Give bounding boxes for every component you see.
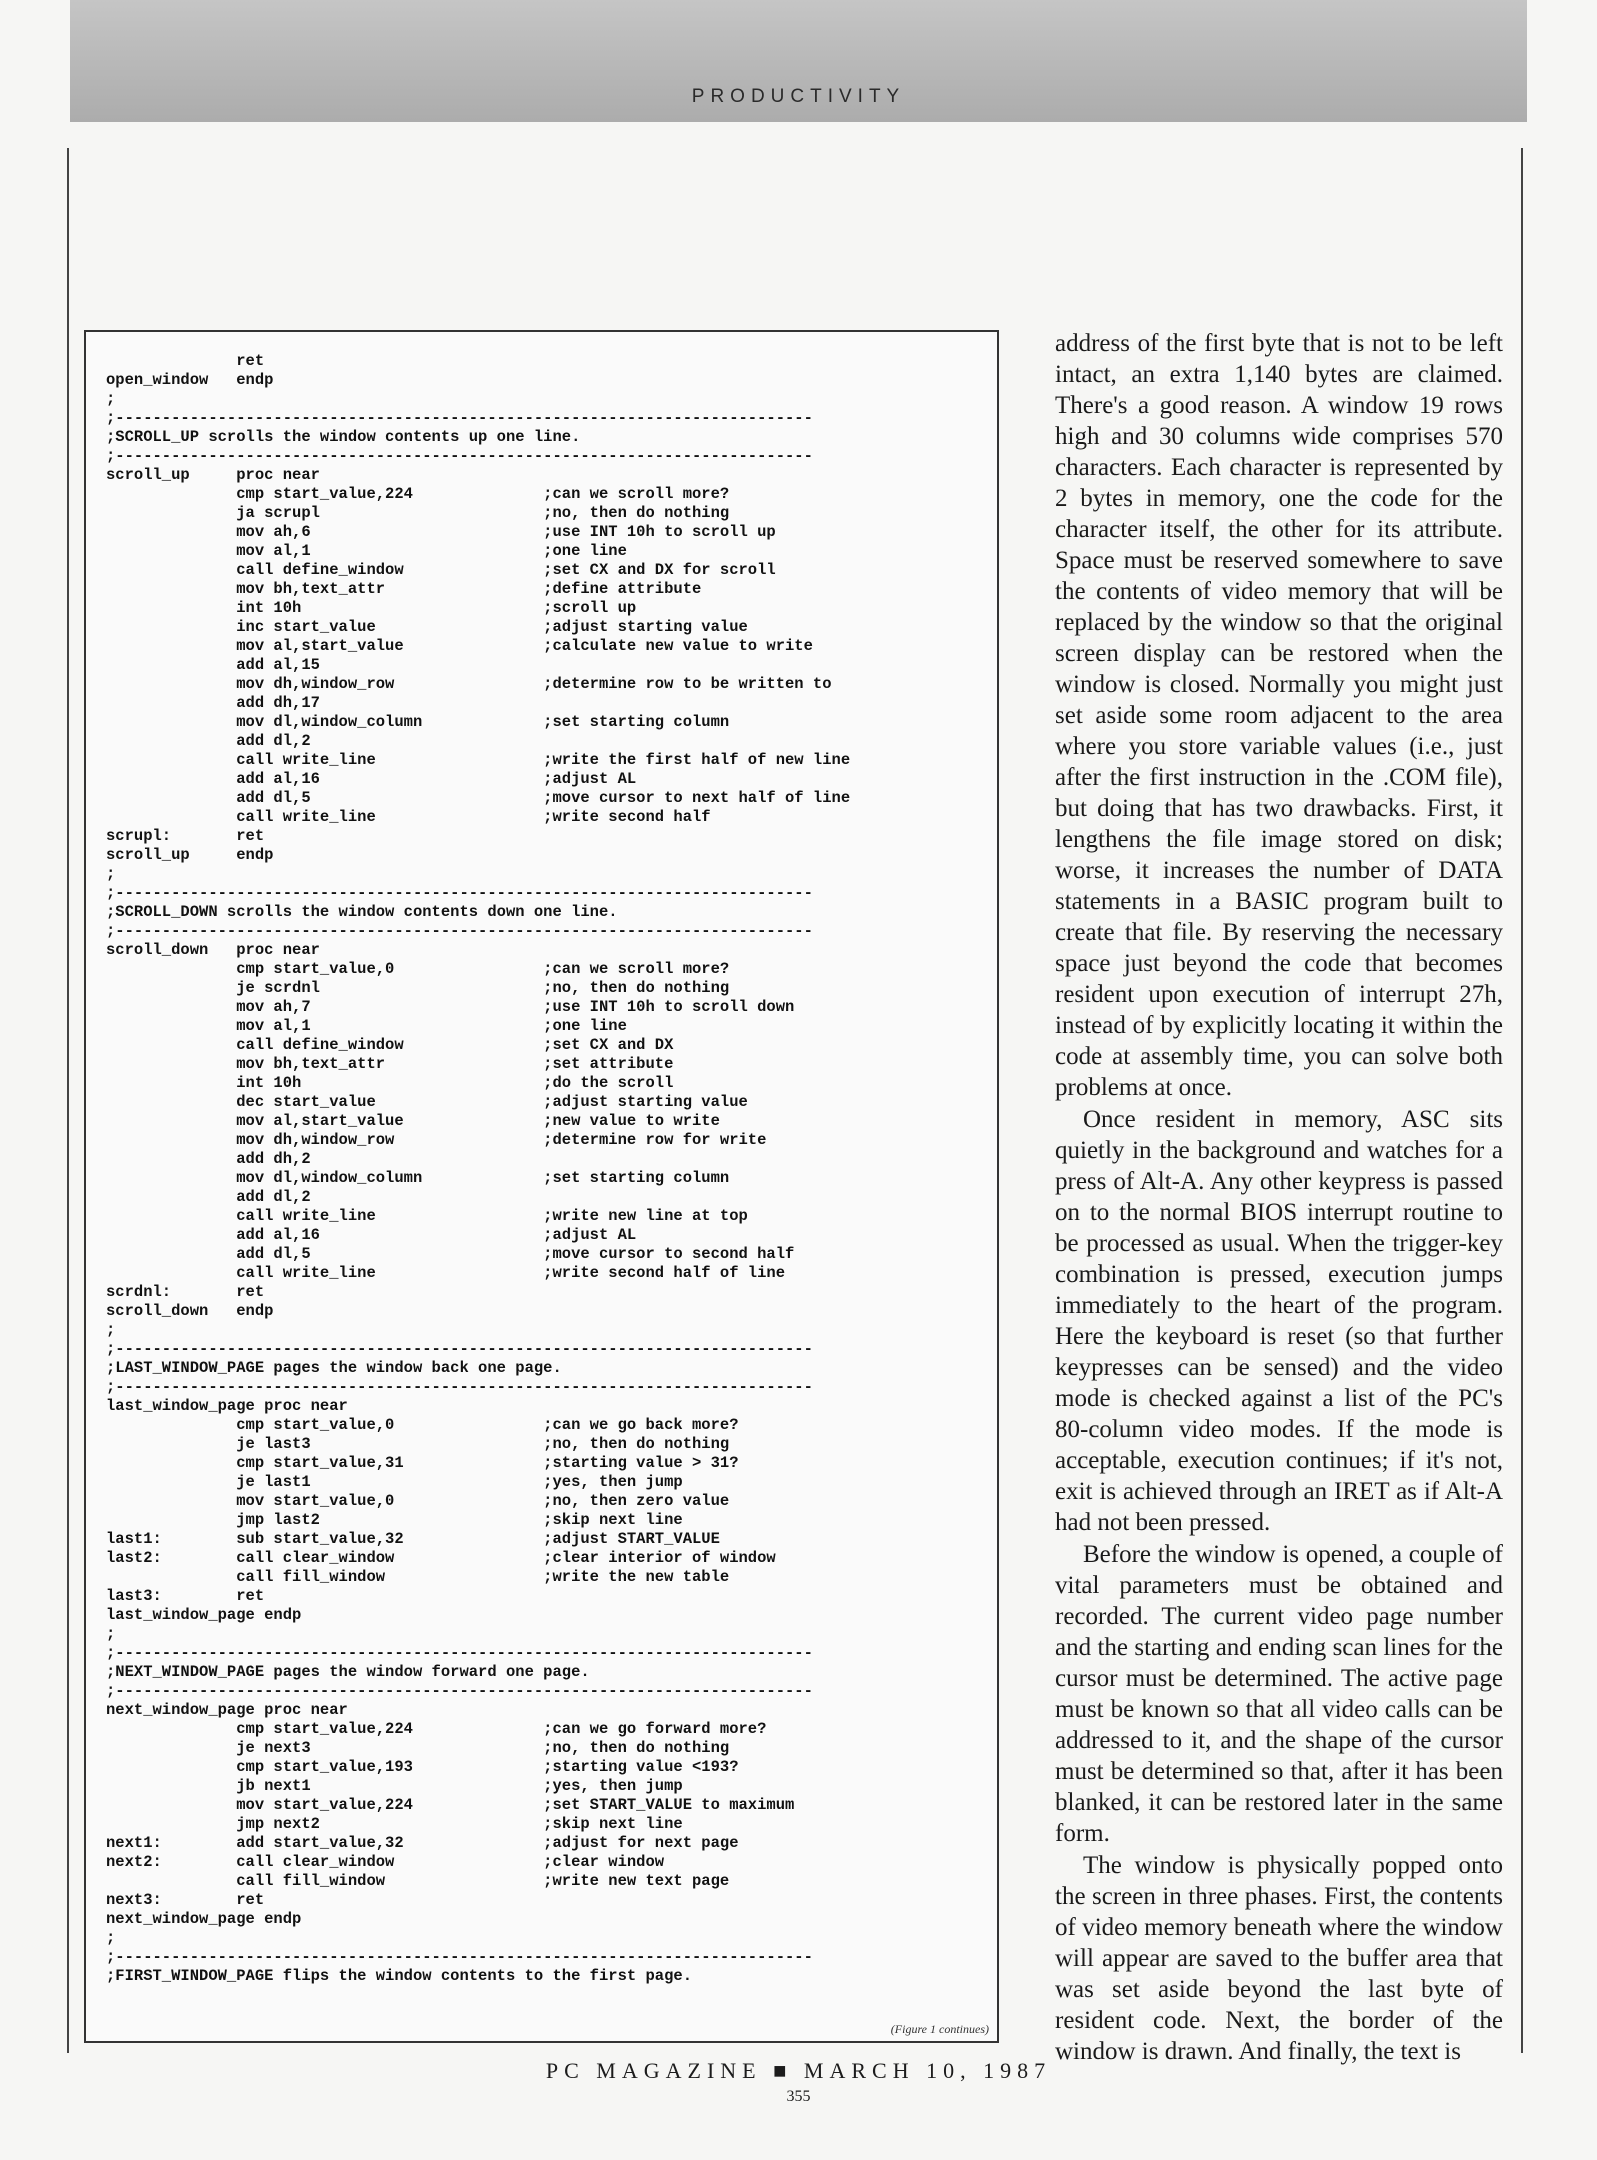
- article-paragraph-1: address of the first byte that is not to be left intact, an extra 1,140 bytes are claimed. There's a good reason. A window 19 rows high and 30 columns wide comprises 570 characters. Each character is represented by 2 bytes in memory, one the code for the character itself, the other for its attribute. Space must be reserved somewhere to save the contents of video memory that will be replaced by the window so that the original screen display can be restored when the window is closed. Normally you might just set aside some room adjacent to the area where you store variable values (i.e., just after the first instruction in the .COM file), but doing that has two drawbacks. First, it lengthens the file image stored on disk; worse, it increases the number of DATA statements in a BASIC program built to create that file. By reserving the necessary space just beyond the code that becomes resident upon execution of interrupt 27h, instead of by explicitly locating it within the code at assembly time, you can solve both problems at once.: [1055, 330, 1503, 1101]
- article-paragraph-2: Once resident in memory, ASC sits quietly in the background and watches for a press of Alt-A. Any other keypress is passed on to the normal BIOS interrupt routine to be processed as usual. When the trigger-key combination is pressed, execution jumps immediately to the heart of the program. Here the keyboard is reset (so that further keypresses can be sensed) and the video mode is checked against a list of the PC's 80-column video modes. If the mode is acceptable, execution continues; if it's not, exit is achieved through an IRET as if Alt-A had not been pressed.: [1055, 1106, 1503, 1536]
- page-number: 355: [786, 2088, 811, 2105]
- figure-caption: (Figure 1 continues): [890, 2022, 989, 2036]
- article-paragraph-4: The window is physically popped onto the screen in three phases. First, the contents of video memory beneath where the window will appear are saved to the buffer area that was set aside beyond the last byte of resident code. Next, the border of the window is drawn. And finally, the text is: [1055, 1852, 1503, 2065]
- magazine-footer: PC MAGAZINE ■ MARCH 10, 1987: [545, 2058, 1052, 2083]
- section-label: PRODUCTIVITY: [691, 86, 906, 107]
- article-column: [1055, 328, 1503, 2067]
- code-listing-box: [84, 330, 999, 2043]
- article-paragraph-3: Before the window is opened, a couple of vital parameters must be obtained and recorded. The current video page number and the starting and ending scan lines for the cursor must be determined. The active page must be known so that all video calls can be addressed to it, and the shape of the cursor must be determined so that, after it has been blanked, it can be restored later in the same form.: [1055, 1541, 1503, 1847]
- assembly-code-listing: ret open_window endp ; ;--------------------------------------------------------------------------- ;SCROLL_UP scrolls the window contents up one line. ;--------------------------------------------------------------------------- scroll_up proc near cmp start_value,224 ;can we scroll more? ja scrupl ;no, then do nothing mov ah,6 ;use INT 10h to scroll up mov al,1 ;one line call define_window ;set CX and DX for scroll mov bh,text_attr ;define attribute int 10h ;scroll up inc start_value ;adjust starting value mov al,start_value ;calculate new value to write add al,15 mov dh,window_row ;determine row to be written to add dh,17 mov dl,window_column ;set starting column add dl,2 call write_line ;write the first half of new line add al,16 ;adjust AL add dl,5 ;move cursor to next half of line call write_line ;write second half scrupl: ret scroll_up endp ; ;--------------------------------------------------------------------------- ;SCROLL_DOWN scrolls the window contents down one line. ;--------------------------------------------------------------------------- scroll_down proc near cmp start_value,0 ;can we scroll more? je scrdnl ;no, then do nothing mov ah,7 ;use INT 10h to scroll down mov al,1 ;one line call define_window ;set CX and DX mov bh,text_attr ;set attribute int 10h ;do the scroll dec start_value ;adjust starting value mov al,start_value ;new value to write mov dh,window_row ;determine row for write add dh,2 mov dl,window_column ;set starting column add dl,2 call write_line ;write new line at top add al,16 ;adjust AL add dl,5 ;move cursor to second half call write_line ;write second half of line scrdnl: ret scroll_down endp ; ;--------------------------------------------------------------------------- ;LAST_WINDOW_PAGE pages the window back one page. ;--------------------------------------------------------------------------- last_window_page proc near cmp start_value,0 ;can we go back more? je last3 ;no, then do nothing cmp start_value,31 ;starting value > 31? je last1 ;yes, then jump mov start_value,0 ;no, then zero value jmp last2 ;skip next line last1: sub start_value,32 ;adjust START_VALUE last2: call clear_window ;clear interior of window call fill_window ;write the new table last3: ret last_window_page endp ; ;--------------------------------------------------------------------------- ;NEXT_WINDOW_PAGE pages the window forward one page. ;--------------------------------------------------------------------------- next_window_page proc near cmp start_value,224 ;can we go forward more? je next3 ;no, then do nothing cmp start_value,193 ;starting value <193? jb next1 ;yes, then jump mov start_value,224 ;set START_VALUE to maximum jmp next2 ;skip next line next1: add start_value,32 ;adjust for next page next2: call clear_window ;clear window call fill_window ;write new text page next3: ret next_window_page endp ; ;--------------------------------------------------------------------------- ;FIRST_WINDOW_PAGE flips the window contents to the first page.: [106, 352, 851, 1985]
